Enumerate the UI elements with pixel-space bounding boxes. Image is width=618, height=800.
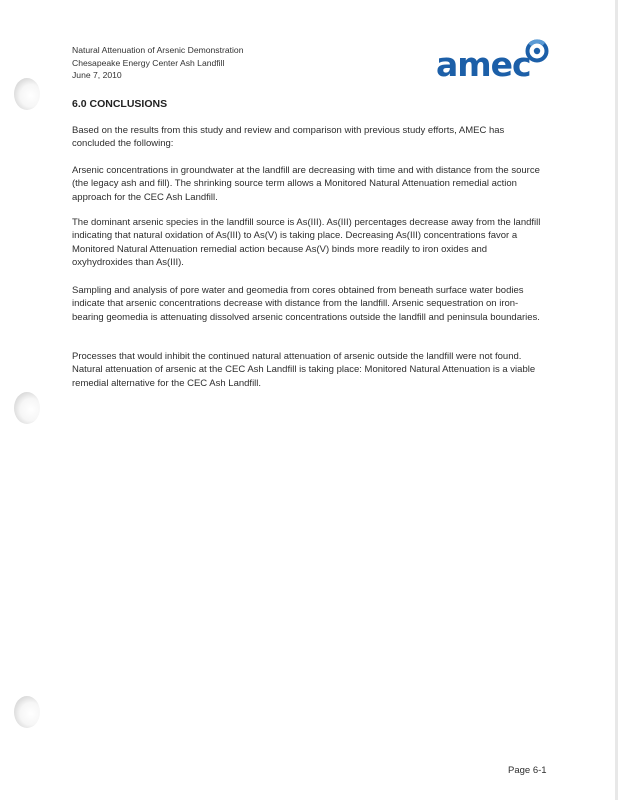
header-project-title: Natural Attenuation of Arsenic Demonstration	[72, 45, 244, 55]
document-header	[72, 44, 244, 82]
paragraph-sampling-analysis: Sampling and analysis of pore water and geomedia from cores obtained from beneath surface water bodies indicate that arsenic concentrations decrease with distance from the landfill. Arsenic sequestration on iron-bearing geomedia is attenuating dissolved arsenic concentrations outside the landfill and peninsula boundaries.	[72, 285, 540, 323]
paragraph-arsenic-species: The dominant arsenic species in the landfill source is As(III). As(III) percentages decrease away from the landfill indicating that natural oxidation of As(III) to As(V) is taking place. Decreasing As(III) concentrations favor a Monitored Natural Attenuation remedial action because As(V) binds more readily to iron oxides and oxyhydroxides than As(III).	[72, 217, 541, 269]
header-date: June 7, 2010	[72, 70, 122, 80]
punch-hole-top	[14, 78, 40, 110]
paragraph-intro: Based on the results from this study and review and comparison with previous study efforts, AMEC has concluded the following:	[72, 125, 505, 150]
punch-hole-bottom	[14, 696, 40, 728]
page-number: Page 6-1	[508, 765, 547, 776]
paragraph-final-conclusion: Processes that would inhibit the continued natural attenuation of arsenic outside the landfill were not found. Natural attenuation of arsenic at the CEC Ash Landfill is taking place: Monitored Natural Attenuation is a viable remedial alternative for the CEC Ash Landfill.	[72, 351, 536, 389]
amec-logo-wordmark: amec	[436, 45, 531, 84]
amec-logo	[436, 39, 556, 89]
amec-logo-mark-icon	[524, 39, 550, 63]
punch-hole-middle	[14, 392, 40, 424]
header-site-name: Chesapeake Energy Center Ash Landfill	[72, 57, 225, 68]
paragraph-groundwater-trend: Arsenic concentrations in groundwater at the landfill are decreasing with time and with distance from the source (the legacy ash and fill). The shrinking source term allows a Monitored Natural Attenuation remedial action approach for the CEC Ash Landfill.	[72, 165, 540, 203]
section-heading: 6.0 CONCLUSIONS	[72, 98, 168, 110]
